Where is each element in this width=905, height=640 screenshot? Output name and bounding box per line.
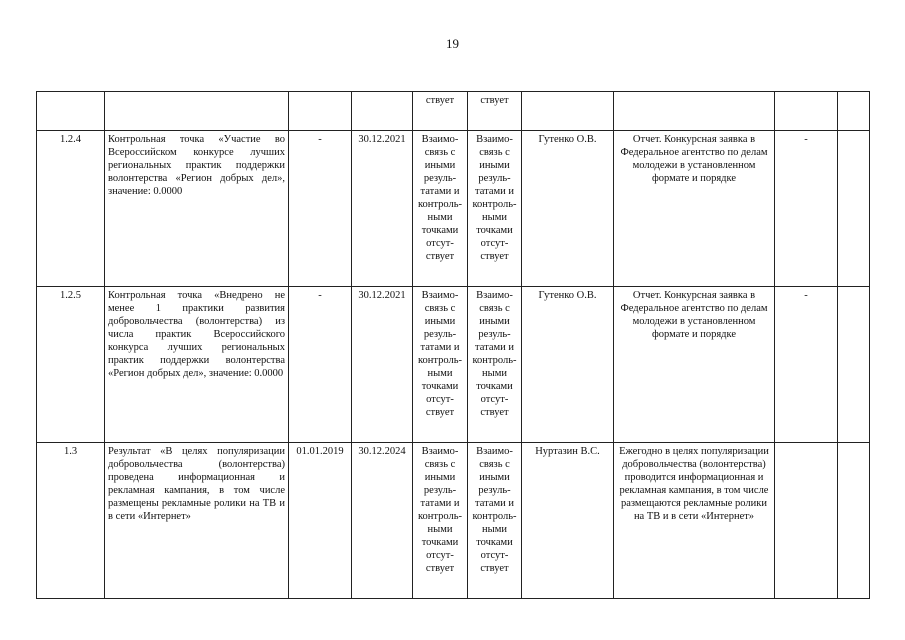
row-link-1: Взаимосвязь с иными результатами и контрольными точками отсутствует (413, 443, 468, 599)
row-last (838, 443, 870, 599)
row-link-2: Взаимосвязь с иными результатами и контрольными точками отсутствует (468, 131, 522, 287)
row-last (838, 287, 870, 443)
row-document: Ежегодно в целях популяризации добровольчества (волонтерства) проводится информационная и рекламная кампания, в том числе размещаются рекламные ролики на ТВ и в сети «Интернет» (614, 443, 775, 599)
row-start-date: - (289, 287, 352, 443)
page-number: 19 (446, 36, 459, 51)
row-start-date: 01.01.2019 (289, 443, 352, 599)
row-last (838, 131, 870, 287)
row-description: Контрольная точка «Участие во Всероссийском конкурсе лучших региональных практик поддержки волонтерства «Регион добрых дел», значение: 0.0000 (105, 131, 289, 287)
row-number: 1.2.4 (37, 131, 105, 287)
row-description: Контрольная точка «Внедрено не менее 1 практики развития добровольчества (волонтерства) из числа практик Всероссийского конкурса лучших региональных практик поддержки волонтерства «Регион добрых дел», значение: 0.0000 (105, 287, 289, 443)
table-row (37, 443, 870, 599)
row-end-date: 30.12.2021 (352, 131, 413, 287)
row-document: Отчет. Конкурсная заявка в Федеральное агентство по делам молодежи в установленном формате и порядке (614, 131, 775, 287)
table-row-continuation (37, 92, 870, 131)
row-link-1: Взаимосвязь с иными результатами и контрольными точками отсутствует (413, 287, 468, 443)
row-link-2: Взаимосвязь с иными результатами и контрольными точками отсутствует (468, 443, 522, 599)
table-row (37, 131, 870, 287)
row-end-date: 30.12.2024 (352, 443, 413, 599)
row-link-1: Взаимосвязь с иными результатами и контрольными точками отсутствует (413, 131, 468, 287)
row-description: Результат «В целях популяризации добровольчества (волонтерства) проведена информационная и рекламная кампания, в том числе размещены рекламные ролики на ТВ и в сети «Интернет» (105, 443, 289, 599)
row-end-date: 30.12.2021 (352, 287, 413, 443)
row-responsible: Гутенко О.В. (522, 131, 614, 287)
cell-desc (105, 92, 289, 131)
row-number: 1.3 (37, 443, 105, 599)
row-link-2: Взаимосвязь с иными результатами и контрольными точками отсутствует (468, 287, 522, 443)
row-document: Отчет. Конкурсная заявка в Федеральное агентство по делам молодежи в установленном формате и порядке (614, 287, 775, 443)
row-number: 1.2.5 (37, 287, 105, 443)
cell-resp (522, 92, 614, 131)
cell-last (838, 92, 870, 131)
cell-link2: ствует (468, 92, 522, 131)
cell-link1: ствует (413, 92, 468, 131)
row-responsible: Гутенко О.В. (522, 287, 614, 443)
row-responsible: Нуртазин В.С. (522, 443, 614, 599)
cell-end (352, 92, 413, 131)
cell-extra (775, 92, 838, 131)
plan-table (36, 91, 870, 599)
cell-start (289, 92, 352, 131)
cell-num (37, 92, 105, 131)
row-extra: - (775, 287, 838, 443)
row-extra: - (775, 131, 838, 287)
cell-doc (614, 92, 775, 131)
row-start-date: - (289, 131, 352, 287)
table-row (37, 287, 870, 443)
row-extra (775, 443, 838, 599)
